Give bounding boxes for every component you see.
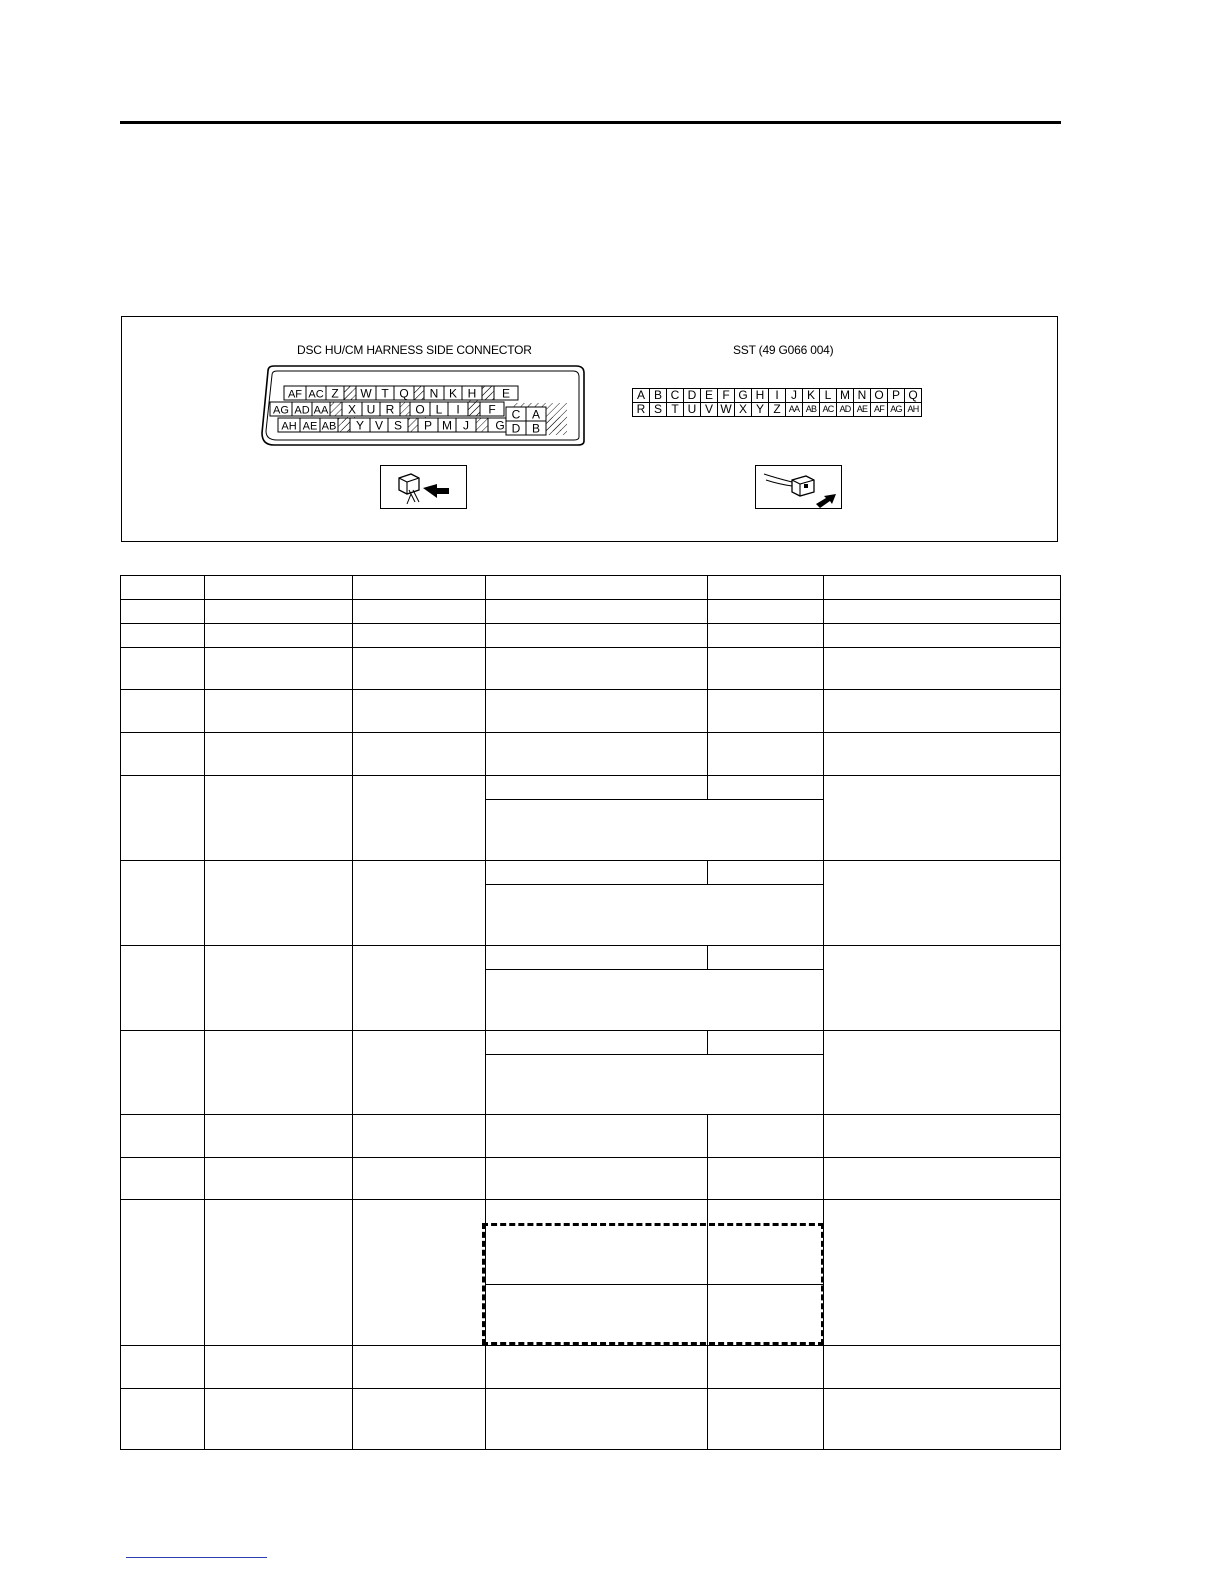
connector-pin-label: C (511, 407, 521, 422)
connector-pin-label: N (429, 386, 439, 401)
table-row (121, 946, 1061, 970)
connector-pin-label: Z (331, 386, 339, 401)
connector-pin-cell (408, 418, 418, 432)
connector-caption: DSC HU/CM HARNESS SIDE CONNECTOR (297, 343, 532, 357)
sst-pin-cell: AF (871, 403, 888, 417)
connector-pin-label: AH (281, 420, 297, 433)
sst-pin-cell: S (650, 403, 667, 417)
connector-pin-cell (468, 402, 480, 416)
table-row (121, 600, 1061, 624)
connector-pin-label: B (531, 421, 541, 436)
connector-pin-cell (330, 402, 342, 416)
connector-pin-label: Q (399, 386, 409, 401)
sst-pin-cell: N (854, 389, 871, 403)
connector-pin-label: AB (321, 420, 337, 433)
sst-pin-grid (632, 388, 922, 417)
table-row (121, 1158, 1061, 1200)
connector-pin-label: A (531, 407, 541, 422)
connector-pin-cell (476, 418, 488, 432)
footer-link-underline[interactable] (126, 1557, 267, 1558)
table-row (121, 648, 1061, 690)
sst-pin-cell: O (871, 389, 888, 403)
sst-row-2 (633, 403, 922, 417)
table-row (121, 776, 1061, 800)
connector-pin-label: P (423, 418, 433, 433)
connector-pin-label: T (381, 386, 389, 401)
sst-pin-cell: E (701, 389, 718, 403)
table-row (121, 690, 1061, 733)
sst-pin-cell: AH (905, 403, 922, 417)
connector-pin-label: I (456, 402, 460, 417)
connector-pin-label: D (511, 421, 521, 436)
sst-connector-probe-icon (755, 465, 842, 509)
sst-pin-cell: AD (837, 403, 854, 417)
sst-pin-cell: K (803, 389, 820, 403)
connector-pin-label: L (435, 402, 443, 417)
table-row (121, 1389, 1061, 1450)
sst-pin-cell: AA (786, 403, 803, 417)
sst-pin-cell: AC (820, 403, 837, 417)
sst-pin-cell: P (888, 389, 905, 403)
connector-pin-label: Y (355, 418, 365, 433)
sst-pin-cell: D (684, 389, 701, 403)
connector-pin-cell (400, 402, 410, 416)
sst-pin-cell: J (786, 389, 803, 403)
table-header-row (121, 576, 1061, 600)
sst-pin-cell: H (752, 389, 769, 403)
connector-pin-cell (344, 386, 356, 400)
header-rule (120, 121, 1061, 124)
sst-pin-cell: L (820, 389, 837, 403)
connector-pin-label: AE (302, 420, 318, 433)
connector-pin-label: J (463, 418, 469, 433)
inspection-table (120, 575, 1061, 1450)
connector-figure (121, 316, 1058, 542)
sst-pin-cell: G (735, 389, 752, 403)
sst-caption: SST (49 G066 004) (733, 343, 834, 357)
sst-pin-cell: AE (854, 403, 871, 417)
connector-pin-label: AD (294, 404, 310, 417)
connector-pin-label: R (385, 402, 395, 417)
connector-pin-label: H (467, 386, 477, 401)
sst-row-1 (633, 389, 922, 403)
sst-pin-cell: Q (905, 389, 922, 403)
sst-pin-cell: M (837, 389, 854, 403)
connector-pin-label: V (374, 418, 384, 433)
connector-pin-label: E (501, 386, 511, 401)
connector-pin-label: M (442, 418, 452, 433)
connector-pin-cell (338, 418, 350, 432)
connector-pin-label: AG (273, 404, 289, 417)
connector-pin-label: AC (308, 388, 324, 401)
connector-pin-label: AA (313, 404, 329, 417)
sst-pin-cell: B (650, 389, 667, 403)
sst-pin-cell: C (667, 389, 684, 403)
connector-pin-label: S (393, 418, 403, 433)
sst-pin-cell: W (718, 403, 735, 417)
sst-pin-cell: V (701, 403, 718, 417)
connector-pin-label: W (360, 386, 372, 401)
connector-pin-cell (414, 386, 424, 400)
connector-pin-label: X (347, 402, 357, 417)
sst-pin-cell: X (735, 403, 752, 417)
connector-pin-label: K (448, 386, 458, 401)
connector-pin-label: G (495, 418, 505, 433)
sst-pin-cell: U (684, 403, 701, 417)
table-row (121, 861, 1061, 885)
connector-pin-cell (482, 386, 494, 400)
connector-pin-label: AF (287, 388, 303, 401)
connector-pin-label: F (488, 402, 496, 417)
table-row (121, 1200, 1061, 1224)
harness-connector-probe-icon (380, 465, 467, 509)
sst-pin-cell: I (769, 389, 786, 403)
sst-pin-cell: Y (752, 403, 769, 417)
table-row (121, 1115, 1061, 1158)
table-row (121, 1346, 1061, 1389)
sst-pin-cell: AB (803, 403, 820, 417)
sst-pin-cell: R (633, 403, 650, 417)
sst-pin-cell: AG (888, 403, 905, 417)
sst-pin-cell: Z (769, 403, 786, 417)
connector-pin-label: U (366, 402, 376, 417)
sst-pin-cell: T (667, 403, 684, 417)
table-row (121, 624, 1061, 648)
table-row (121, 733, 1061, 776)
harness-connector-diagram (260, 363, 590, 449)
sst-pin-cell: A (633, 389, 650, 403)
table-row (121, 1031, 1061, 1055)
connector-pin-label: O (415, 402, 425, 417)
sst-pin-cell: F (718, 389, 735, 403)
